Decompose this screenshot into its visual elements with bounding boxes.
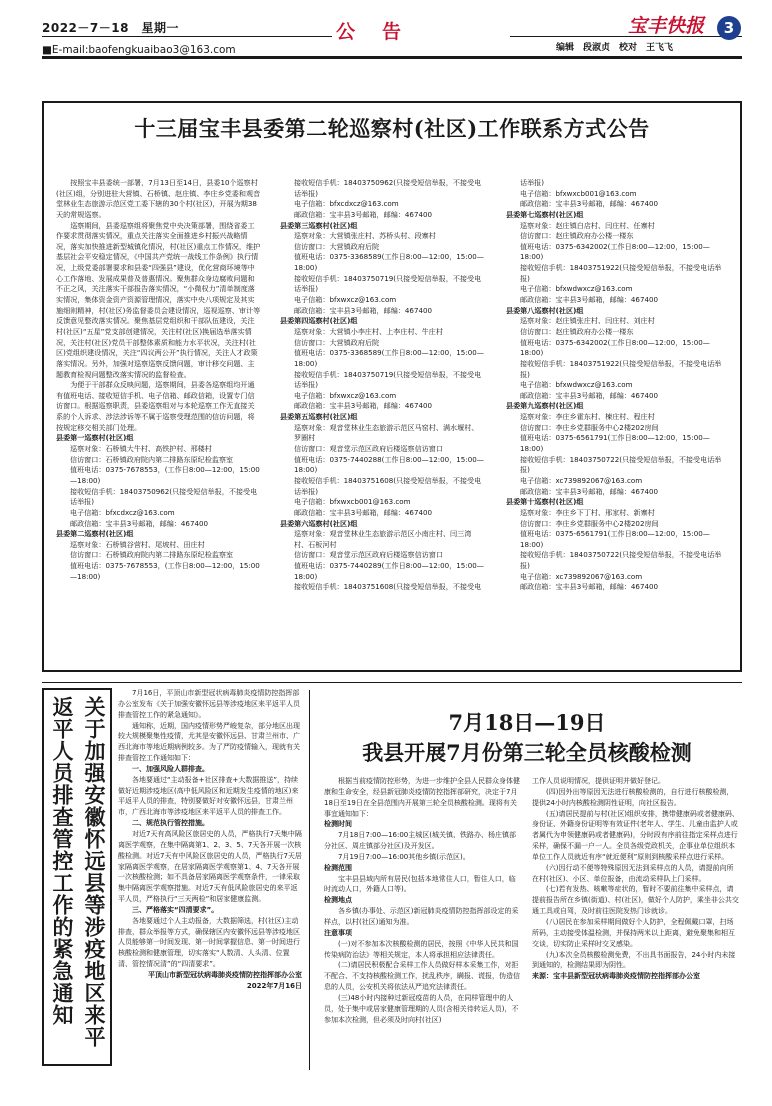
notice-title: 十三届宝丰县委第二轮巡察村(社区)工作联系方式公告 [134, 116, 650, 141]
notice-paragraph: 接收短信手机：18403750962(只接受短信举报，不接受电话举报) [70, 486, 258, 507]
notice-heading: 县委第三巡察村(社区)组 [280, 220, 358, 230]
notice-paragraph: 值班电话：0375-3368589(工作日8:00—12:00，15:00—18:00) [294, 348, 484, 368]
notice-heading: 县委第五巡察村(社区)组 [280, 412, 358, 422]
header-divider [42, 56, 742, 59]
vertical-headline-box [42, 688, 112, 1066]
notice-paragraph: 信访窗口：赵庄镇政府办公楼一楼东 [520, 231, 634, 241]
vertical-headline-line-1: 关于加强安徽怀远县等涉疫地区来平 [82, 696, 107, 1048]
notice-paragraph: 为便于干部群众反映问题，巡察期间，县委各巡察组均开通有值班电话、接收短信手机、电子信箱、邮政信箱，设置专门信访窗口。根据巡察职责，县委巡察组对与本轮巡察工作无直接关系的个人诉求、涉法涉诉等不属于巡察受理范围的信访问题，将按规定移交相关部门处理。 [56, 380, 255, 432]
notice-paragraph: 巡察对象：观音堂林业生态旅游示范区小南庄村、闫三湾村、石板河村 [294, 529, 472, 549]
notice-paragraph: 电子信箱：bfxwdwxcz@163.com [520, 380, 633, 390]
notice-paragraph: 邮政信箱：宝丰县3号邮箱，邮编：467400 [520, 486, 658, 496]
notice-paragraph: 电子信箱：bfxwxcz@163.com [294, 295, 397, 305]
notice-paragraph: 值班电话：0375-6342002(工作日8:00—12:00，15:00—18:00) [520, 241, 710, 262]
covid-notice-paragraph: 二、规范执行管控措施。 [132, 819, 209, 828]
notice-paragraph: 邮政信箱：宝丰县3号邮箱，邮编：467400 [294, 507, 432, 517]
testing-paragraph: 7月19日7:00—16:00其他乡镇(示范区)。 [338, 852, 470, 861]
covid-notice-paragraph: 2022年7月16日 [246, 981, 302, 990]
testing-paragraph: (九)本次全员核酸检测免费，不出具书面报告，24小时内未接到通知的，检测结果即为阴性。 [532, 950, 736, 970]
notice-paragraph: 信访窗口：观音堂示范区政府后楼巡察信访窗口 [294, 550, 443, 560]
notice-paragraph: 接收短信手机：18403750722(只接受短信举报，不接受电话举报) [520, 550, 722, 571]
notice-paragraph: 电子信箱：bfxwxcb001@163.com [520, 188, 637, 198]
covid-notice-paragraph: 一、加强风险人群排查。 [132, 764, 209, 773]
notice-paragraph: 邮政信箱：宝丰县3号邮箱，邮编：467400 [520, 199, 658, 209]
notice-heading: 县委第十巡察村(社区)组 [506, 497, 584, 507]
page-number-badge: 3 [717, 16, 741, 40]
notice-column-3 [506, 178, 728, 593]
notice-paragraph: 邮政信箱：宝丰县3号邮箱，邮编：467400 [294, 305, 432, 315]
notice-paragraph: 信访窗口：大营镇政府后院 [294, 241, 380, 251]
article-headline: 我县开展7月份第三轮全员核酸检测 [362, 740, 692, 765]
notice-paragraph: 值班电话：0375-6561791(工作日8:00—12:00，15:00—18:00) [520, 529, 710, 549]
notice-paragraph: 信访窗口：观音堂示范区政府后楼巡察信访窗口 [294, 444, 443, 454]
testing-paragraph: (二)请居民积极配合采样工作人员做好样本采集工作，对拒不配合、不支持核酸检测工作，扰乱秩序，瞒报、谎报，伪造信息的人员，公安机关将依法从严追究法律责任。 [324, 961, 520, 992]
notice-paragraph: 邮政信箱：宝丰县3号邮箱，邮编：467400 [520, 582, 658, 592]
testing-paragraph: 7月18日7:00—16:00主城区(城关镇、铁路办、杨庄镇部分社区、周庄镇部分社区)及开发区。 [324, 831, 516, 851]
testing-paragraph: (五)请居民提前与村(社区)组织安排，携带健康码或者健康码、身份证、外籍身份证明等有效证件(老年人、学生、儿童由监护人或者属代为申领健康码或者健康码)，分时段有序前往指定采样点进行采样，确保不漏一户一人。全员各级党政机关，企事业单位组织本单位工作人员就近有序“就近便利”原则到核酸采样点进行采样。 [532, 809, 739, 861]
newspaper-logo: 宝丰快报 [628, 15, 705, 37]
notice-paragraph: 邮政信箱：宝丰县3号邮箱，邮编：467400 [294, 401, 432, 411]
notice-paragraph: 值班电话：0375-6342002(工作日8:00—12:00，15:00—18:00) [520, 337, 710, 358]
contact-email: ■E-mail:baofengkuaibao3@163.com [42, 44, 236, 56]
covid-notice-paragraph: 各地要通过“主动报备+社区排查+大数据推送”，持续做好近期涉疫地区(高中低风险区和近期发生疫情的地区)来平返平人员的排查，特别要做好对安徽怀远县，甘肃兰州市，广西北海市等涉疫地区来平返平人员的排查工作。 [118, 775, 299, 817]
notice-paragraph: 值班电话：0375-3368589(工作日8:00—12:00，15:00—18:00) [294, 252, 484, 273]
notice-paragraph: 接收短信手机：18403750722(只接受短信举报，不接受电话举报) [520, 454, 722, 475]
notice-paragraph: 邮政信箱：宝丰县3号邮箱，邮编：467400 [70, 518, 208, 528]
testing-paragraph: (六)因行动不便等特殊原因无法到采样点的人员，请提前向所在村(社区)、小区、单位报备，由流动采样队上门采样。 [532, 863, 734, 883]
notice-paragraph: 接收短信手机：18403750962(只接受短信举报，不接受电话举报) [294, 178, 482, 198]
notice-paragraph: 接收短信手机：18403751922(只接受短信举报，不接受电话举报) [520, 263, 722, 283]
notice-paragraph: 值班电话：0375-7678553，(工作日8:00—12:00，15:00—18:00) [70, 465, 260, 485]
testing-heading: 注意事项 [324, 928, 352, 937]
notice-paragraph: 电子信箱：bfxwxcb001@163.com [294, 497, 411, 507]
notice-paragraph: 邮政信箱：宝丰县3号邮箱，邮编：467400 [520, 295, 658, 305]
notice-paragraph: 话举报) [520, 178, 545, 187]
covid-notice-paragraph: 平顶山市新型冠状病毒肺炎疫情防控指挥部办公室 [148, 970, 302, 979]
testing-paragraph: (三)48小时内接种过新冠疫苗的人员，在同样管理中的人员，处于集中或居家健康管理期的人员(含相关待转运人员)，不参加本次检测，但必须及时向村(社区) [324, 993, 519, 1024]
notice-paragraph: 电子信箱：xc739892067@163.com [520, 571, 643, 581]
covid-notice-paragraph: 7月16日，平顶山市新型冠状病毒肺炎疫情防控指挥部办公室发布《关于加强安徽怀远县等涉疫地区来平返平人员排查管控工作的紧急通知》。 [118, 689, 300, 719]
notice-paragraph: 接收短信手机：18403751608(只接受短信举报，不接受电话举报) [294, 475, 482, 496]
testing-paragraph: 根据当前疫情防控形势，为进一步维护全县人民群众身体健康和生命安全，经县新冠肺炎疫情防控指挥部研究，决定于7月18日至19日在全县范围内开展第三轮全员核酸检测。现将有关事宜通知如下： [324, 777, 520, 818]
testing-paragraph: (一)对不参加本次核酸检测的居民，按照《中华人民共和国传染病防治法》等相关规定，本人将承担相应法律责任。 [324, 939, 519, 959]
notice-paragraph: 电子信箱：bfxwxcz@163.com [294, 390, 397, 400]
notice-paragraph: 接收短信手机：18403751922(只接受短信举报，不接受电话举报) [520, 358, 722, 379]
notice-column-2 [280, 178, 485, 593]
notice-paragraph: 巡察对象：李庄乡霍东村、楝庄村、程庄村 [520, 412, 655, 422]
testing-paragraph: 宝丰县县域内所有居民(包括本地常住人口，暂住人口，临时流动人口，外籍人口等)。 [324, 874, 516, 894]
notice-paragraph: 信访窗口：李庄乡党群服务中心2楼202房间 [520, 422, 659, 432]
notice-paragraph: 值班电话：0375-7440288(工作日8:00—12:00，15:00—18:00) [294, 454, 484, 475]
header-rule [42, 36, 332, 37]
testing-paragraph: 工作人员说明情况，提供证明并做好登记。 [532, 777, 665, 785]
notice-heading: 县委第六巡察村(社区)组 [280, 518, 358, 528]
notice-heading: 县委第四巡察村(社区)组 [280, 316, 358, 326]
notice-paragraph: 值班电话：0375-6561791(工作日8:00—12:00，15:00—18:00) [520, 433, 710, 454]
testing-paragraph: (八)居民在参加采样期间做好个人防护，全程佩戴口罩，扫场所码，主动接受体温检测，并保持两米以上距离，避免聚集和相互交谈，切实防止采样时交叉感染。 [532, 917, 735, 948]
notice-heading: 县委第九巡察村(社区)组 [506, 401, 584, 411]
notice-paragraph: 值班电话：0375-7440289(工作日8:00—12:00，15:00—18:00) [294, 561, 484, 581]
issue-date: 2022－7－18 星期一 [42, 21, 179, 35]
notice-heading: 县委第七巡察村(社区)组 [506, 209, 584, 219]
testing-paragraph: (七)若有发热、咳嗽等症状的，暂时不要前往集中采样点，请提前报告所在乡镇(街道)、村(社区)，做好个人防护，乘坐非公共交通工具或自驾，及时前往医院发热门诊就诊。 [532, 885, 739, 916]
notice-paragraph: 巡察对象：大营镇张庄村、苏桥头村、段寨村 [294, 231, 436, 241]
editors-credit: 编辑 段淑贞 校对 王飞飞 [556, 43, 674, 53]
notice-paragraph: 邮政信箱：宝丰县3号邮箱，邮编：467400 [294, 209, 432, 219]
notice-paragraph: 邮政信箱：宝丰县3号邮箱，邮编：467400 [520, 390, 658, 400]
notice-paragraph: 接收短信手机：18403751608(只接受短信举报，不接受电 [294, 582, 482, 592]
testing-heading: 检测地点 [324, 896, 352, 905]
vertical-headline-line-2: 返平人员排查管控工作的紧急通知 [50, 696, 75, 1026]
header-rule [510, 36, 742, 37]
article-testing-column-1 [324, 776, 520, 1025]
notice-paragraph: 电子信箱：xc739892067@163.com [520, 475, 643, 485]
testing-paragraph: 各乡镇(办事处、示范区)新冠肺炎疫情防控指挥部设定的采样点，以村(社区)通知为准。 [324, 907, 519, 926]
testing-paragraph: 来源：宝丰县新型冠状病毒肺炎疫情防控指挥部办公室 [532, 972, 700, 981]
notice-paragraph: 巡察对象：赵庄镇白店村、闫庄村、任寨村 [520, 220, 655, 230]
article-covid-notice-body [118, 688, 302, 992]
notice-heading: 县委第一巡察村(社区)组 [56, 433, 134, 443]
notice-paragraph: 巡察对象：石桥镇大牛村、高铁护村、邢楼村 [70, 444, 212, 454]
section-title: 公 告 [336, 21, 406, 43]
notice-paragraph: 值班电话：0375-7678553，(工作日8:00—12:00，15:00—18:00) [70, 561, 260, 581]
notice-paragraph: 巡察对象：李庄乡下丁村、邢家村、新寨村 [520, 507, 655, 517]
covid-notice-paragraph: 各地要通过个人主动报备，大数据筛选，村(社区)主动排查，群众举报等方式，确保辖区内安徽怀远县等涉疫地区人员能够第一时间发现、第一时间掌握信息、第一时间进行核酸检测和健康管理，切实落实“人数清、人头清、位置清、管控情况清”的“四清要求”。 [118, 916, 300, 969]
notice-heading: 县委第二巡察村(社区)组 [56, 529, 134, 539]
covid-notice-paragraph: 通知称，近期，国内疫情形势严峻复杂，部分地区出现较大规模聚集性疫情，尤其是安徽怀远县、甘肃兰州市、广西北海市等地近期病例较多。为了严防疫情输入，现就有关排查管控工作通知如下： [118, 721, 300, 763]
covid-notice-paragraph: 三、严格落实“四清要求”。 [132, 905, 219, 914]
notice-paragraph: 巡察对象：石桥镇谷营村、尾坡村、田庄村 [70, 539, 205, 549]
notice-paragraph: 按照宝丰县委统一部署，7月13日至14日，县委10个巡察村(社区)组，分别进驻大营镇、石桥镇、赵庄镇、李庄乡党委和观音堂林业生态旅游示范区党工委下辖的30个村(社区)，开展为期38天的常规巡察。 [56, 178, 261, 219]
notice-paragraph: 接收短信手机：18403750719(只接受短信举报，不接受电话举报) [294, 273, 482, 294]
notice-paragraph: 巡察对象：观音堂林业生态旅游示范区马窑村、满水堰村、罗圈村 [294, 422, 479, 443]
notice-paragraph: 信访窗口：李庄乡党群服务中心2楼202房间 [520, 518, 659, 528]
testing-heading: 检测时间 [324, 820, 352, 829]
notice-paragraph: 电子信箱：bfxcdxcz@163.com [294, 199, 399, 209]
column-divider [309, 690, 310, 1070]
testing-paragraph: (四)因外出等原因无法进行核酸检测的，自行进行核酸检测，提供24小时内核酸检测阴性证明，向社区报告。 [532, 787, 734, 807]
notice-paragraph: 接收短信手机：18403750719(只接受短信举报，不接受电话举报) [294, 369, 482, 390]
testing-heading: 检测范围 [324, 863, 352, 872]
section-divider [42, 682, 742, 683]
notice-paragraph: 信访窗口：石桥镇政府院内第二排路东原纪检监察室 [70, 454, 234, 464]
notice-column-1 [56, 178, 261, 582]
article-headline-date: 7月18日—19日 [448, 710, 606, 735]
article-testing-column-2 [532, 776, 740, 982]
notice-paragraph: 巡察对象：赵庄镇张庄村、闫庄村、刘庄村 [520, 316, 655, 326]
notice-paragraph: 电子信箱：bfxcdxcz@163.com [70, 507, 175, 517]
notice-paragraph: 信访窗口：大营镇政府后院 [294, 337, 380, 347]
covid-notice-paragraph: 对近7天有高风险区旅居史的人员，严格执行7天集中隔离医学观察，在集中隔离第1、2、3、5、7天各开展一次核酸检测。对近7天有中风险区旅居史的人员，严格执行7天居家隔离医学观察，在居家隔离医学观察第1、4、7天各开展一次核酸检测；如不具备居家隔离医学观察条件，一律采取集中隔离医学观察措施。对近7天有低风险旅居史的来平返平人员，严格执行“三天两检”和居家健康监测。 [118, 829, 302, 904]
notice-paragraph: 信访窗口：赵庄镇政府办公楼一楼东 [520, 326, 634, 336]
notice-paragraph: 巡察对象：大营镇小李庄村、上李庄村、牛庄村 [294, 326, 443, 336]
notice-paragraph: 巡察期间，县委巡察组将聚焦党中央决策部署，围绕省委工作要求贯彻落实情况，重点关注落实全面推进乡村振兴战略情况，落实加快推进新型城镇化情况，村(社区)重点工作情况，维护基层社会平安稳定情况，《中国共产党统一战线工作条例》执行情况，上级党委部署要求和县委“四强县”建设，优化营商环境等中心工作落地、发展成果普及普惠情况。聚焦群众身边腐败问题和不正之风，关注落实干部报告落实情况，“小微权力”清单制度落实情况，集体资金资产资源管理情况，落实中央八项规定及其实施细则精神，村(社区)务监督委员会建设情况，巡视巡察、审计等反馈意见整改落实情况。聚焦基层党组织和干部队伍建设，关注村(社区)“五星”党支部创建情况，关注村(社区)换届选举落实情况，关注村(社区)党员干部整体素质和能力水平状况，关注村(社区)党组织建设情况，关注“四议两公开”执行情况，关注人才政策落实情况。另外，加强对巡察巡察反馈问题，审计移交问题、主题教育检视问题整改落实情况的监督检查。 [56, 220, 261, 379]
notice-paragraph: 信访窗口：石桥镇政府院内第二排路东原纪检监察室 [70, 550, 234, 560]
notice-heading: 县委第八巡察村(社区)组 [506, 305, 584, 315]
notice-paragraph: 电子信箱：bfxwdwxcz@163.com [520, 284, 633, 294]
